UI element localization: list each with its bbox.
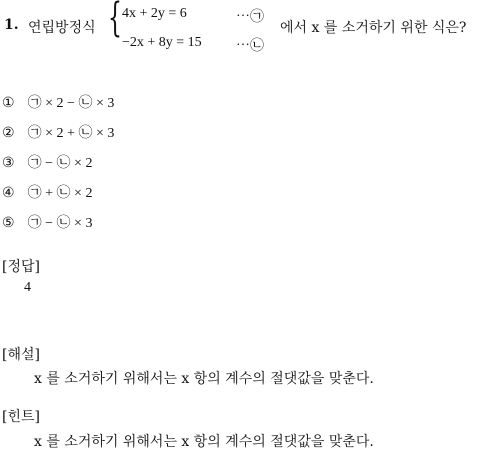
equation-2-mark: ⋯㉡ [236, 39, 264, 54]
choice-5-number: ⑤ [2, 216, 15, 231]
choice-5[interactable] [2, 212, 92, 232]
choice-1-text: ㉠ × 2 − ㉡ × 3 [27, 96, 115, 111]
equation-1-mark: ⋯㉠ [236, 10, 264, 25]
choice-3-text: ㉠ − ㉡ × 2 [27, 156, 93, 171]
hint-text: x 를 소거하기 위해서는 x 항의 계수의 절댓값을 맞춘다. [34, 434, 374, 450]
answer-heading: [정답] [2, 259, 40, 275]
choice-4-text: ㉠ + ㉡ × 2 [27, 186, 93, 201]
choice-4-number: ④ [2, 186, 15, 201]
explanation-heading: [해설] [2, 347, 40, 363]
system-brace: { [108, 0, 122, 41]
choice-2-text: ㉠ × 2 + ㉡ × 3 [27, 126, 115, 141]
answer-value: 4 [24, 280, 31, 295]
choice-3-number: ③ [2, 156, 15, 171]
choice-3[interactable] [2, 152, 92, 172]
choice-1[interactable] [2, 92, 114, 112]
hint-heading: [힌트] [2, 409, 40, 425]
explanation-text: x 를 소거하기 위해서는 x 항의 계수의 절댓값을 맞춘다. [34, 371, 374, 387]
equation-2: −2x + 8y = 15 [122, 35, 202, 50]
problem-number: 1. [4, 17, 19, 33]
choice-2[interactable] [2, 122, 114, 142]
choice-1-number: ① [2, 96, 15, 111]
equation-1: 4x + 2y = 6 [122, 6, 187, 21]
problem-intro: 연립방정식 [28, 20, 96, 36]
problem-question: 에서 x 를 소거하기 위한 식은? [280, 20, 467, 36]
choice-4[interactable] [2, 182, 92, 202]
choice-2-number: ② [2, 126, 15, 141]
choice-5-text: ㉠ − ㉡ × 3 [27, 216, 93, 231]
